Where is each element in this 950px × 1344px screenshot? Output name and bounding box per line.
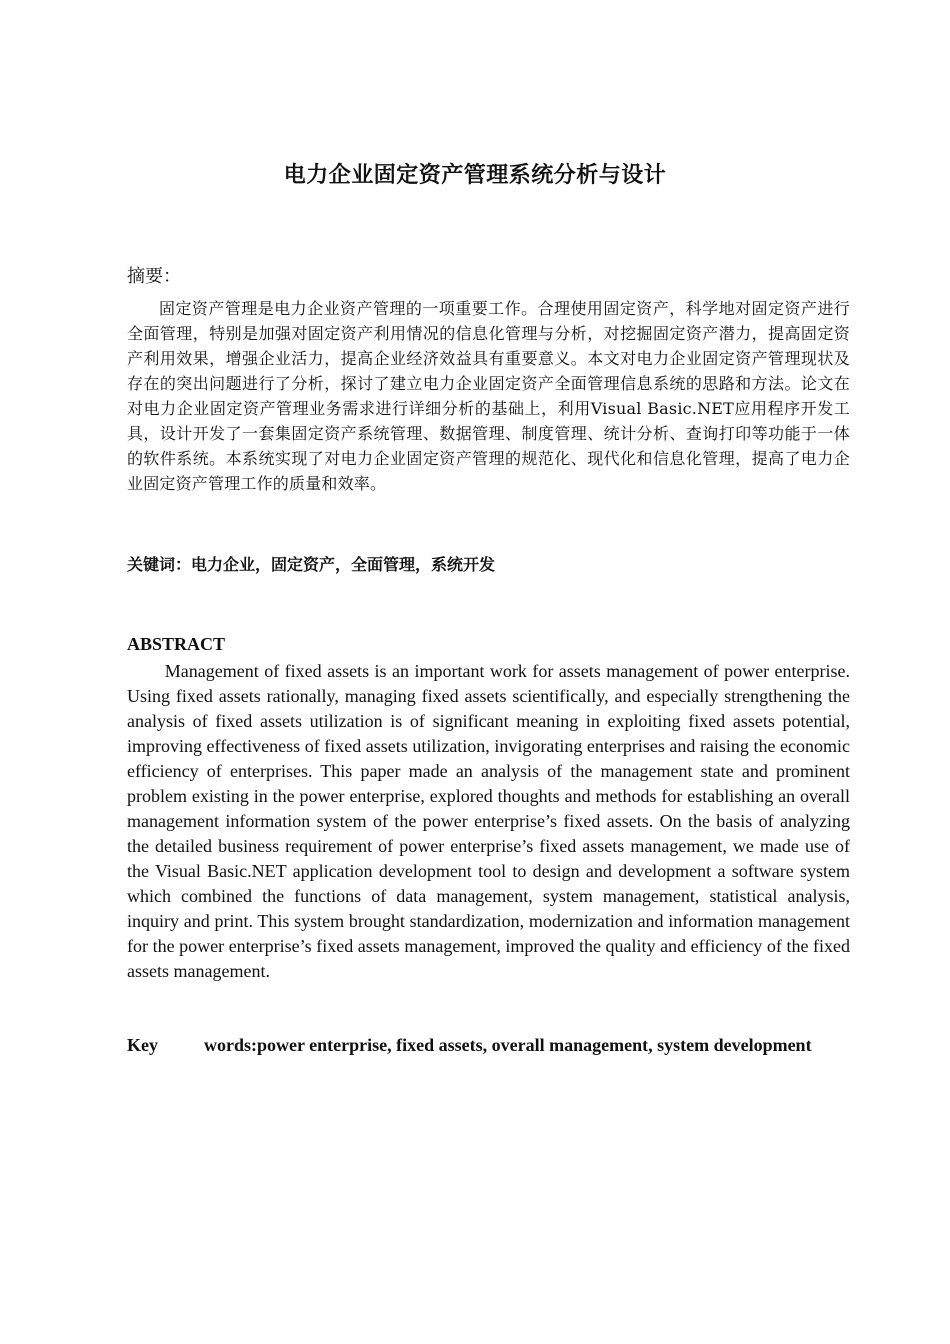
chinese-abstract-body: 固定资产管理是电力企业资产管理的一项重要工作。合理使用固定资产，科学地对固定资产进行全面管理，特别是加强对固定资产利用情况的信息化管理与分析，对挖掘固定资产潜力，提高固定资产利用效果，增强企业活力，提高企业经济效益具有重要意义。本文对电力企业固定资产管理现状及存在的突出问题进行了分析，探讨了建立电力企业固定资产全面管理信息系统的思路和方法。论文在对电力企业固定资产管理业务需求进行详细分析的基础上，利用Visual Basic.NET应用程序开发工具，设计开发了一套集固定资产系统管理、数据管理、制度管理、统计分析、查询打印等功能于一体的软件系统。本系统实现了对电力企业固定资产管理的规范化、现代化和信息化管理，提高了电力企业固定资产管理工作的质量和效率。 <box>127 299 850 493</box>
paper-title: 电力企业固定资产管理系统分析与设计 <box>283 163 667 188</box>
chinese-keywords: 关键词：电力企业，固定资产，全面管理，系统开发 <box>127 555 496 574</box>
english-abstract-body: Management of fixed assets is an important work for assets management of power enterprise. Using fixed assets rationally, managing fixed assets scientifically, and especially strengthening the analysis of fixed assets utilization is of significant meaning in exploiting fixed assets potential, improving effectiveness of fixed assets utilization, invigorating enterprises and raising the economic efficiency of enterprises. This paper made an analysis of the management state and prominent problem existing in the power enterprise, explored thoughts and methods for establishing an overall management information system of the power enterprise’s fixed assets. On the basis of analyzing the detailed business requirement of power enterprise’s fixed assets management, we made use of the Visual Basic.NET application development tool to design and development a software system which combined the functions of data management, system management, statistical analysis, inquiry and print. This system brought standardization, modernization and information management for the power enterprise’s fixed assets management, improved the quality and efficiency of the fixed assets management. <box>127 661 850 981</box>
english-abstract-heading: ABSTRACT <box>127 634 226 654</box>
english-keywords <box>127 1033 850 1058</box>
english-keywords-text: power enterprise, fixed assets, overall management, system development <box>257 1035 812 1055</box>
english-keywords-label: Key words: <box>127 1035 257 1055</box>
chinese-abstract-heading: 摘要： <box>127 266 181 287</box>
